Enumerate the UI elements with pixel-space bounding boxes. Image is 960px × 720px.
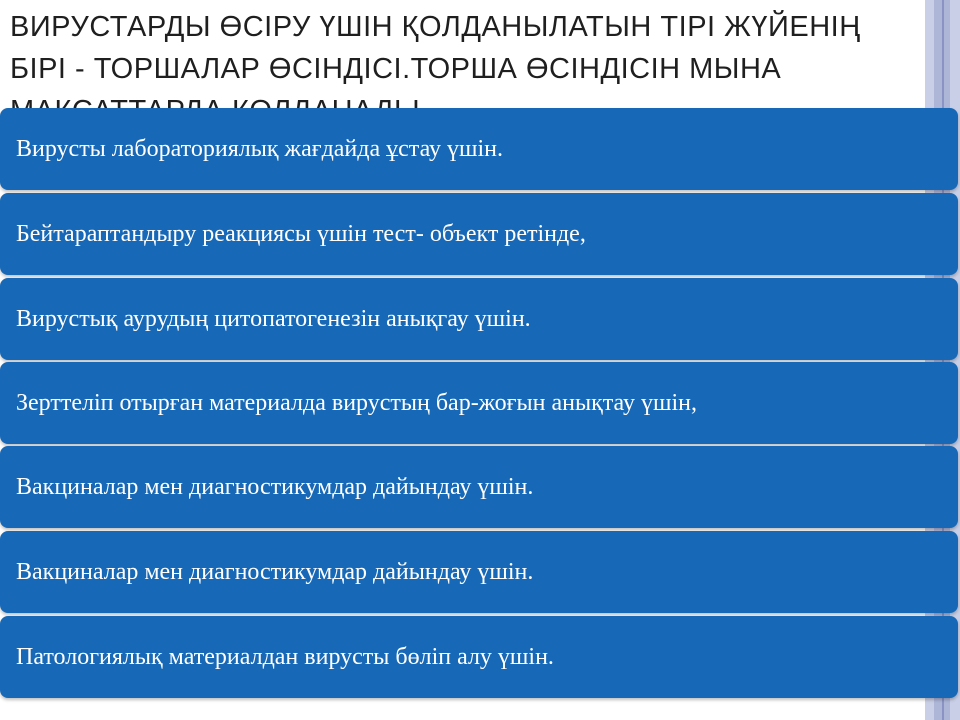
list-item	[0, 193, 958, 275]
list-item-label: Вакциналар мен диагностикумдар дайындау үшін.	[16, 558, 534, 585]
list-item	[0, 616, 958, 698]
list-item-label: Вирустық аурудың цитопатогенезін анықгау үшін.	[16, 305, 531, 332]
list-item-label: Зерттеліп отырған материалда вирустың бар-жоғын анықтау үшін,	[16, 389, 697, 416]
list-item	[0, 278, 958, 360]
list-item	[0, 531, 958, 613]
list-item-label: Патологиялық материалдан вирусты бөліп алу үшін.	[16, 643, 554, 670]
list-item	[0, 362, 958, 444]
list-item-label: Вирусты лабораториялық жағдайда ұстау үшін.	[16, 135, 503, 162]
title-area	[10, 0, 915, 108]
list-item	[0, 446, 958, 528]
list-item-label: Бейтараптандыру реакциясы үшін тест- объект ретінде,	[16, 220, 586, 247]
list-item-label: Вакциналар мен диагностикумдар дайындау үшін.	[16, 473, 534, 500]
purpose-list	[0, 108, 958, 698]
slide-title: ВИРУСТАРДЫ ӨСІРУ ҮШІН ҚОЛДАНЫЛАТЫН ТІРІ ЖҮЙЕНІҢ БІРІ - ТОРШАЛАР ӨСІНДІСІ.ТОРША ӨСІНДІСІН МЫНА	[10, 11, 861, 85]
list-item	[0, 108, 958, 190]
